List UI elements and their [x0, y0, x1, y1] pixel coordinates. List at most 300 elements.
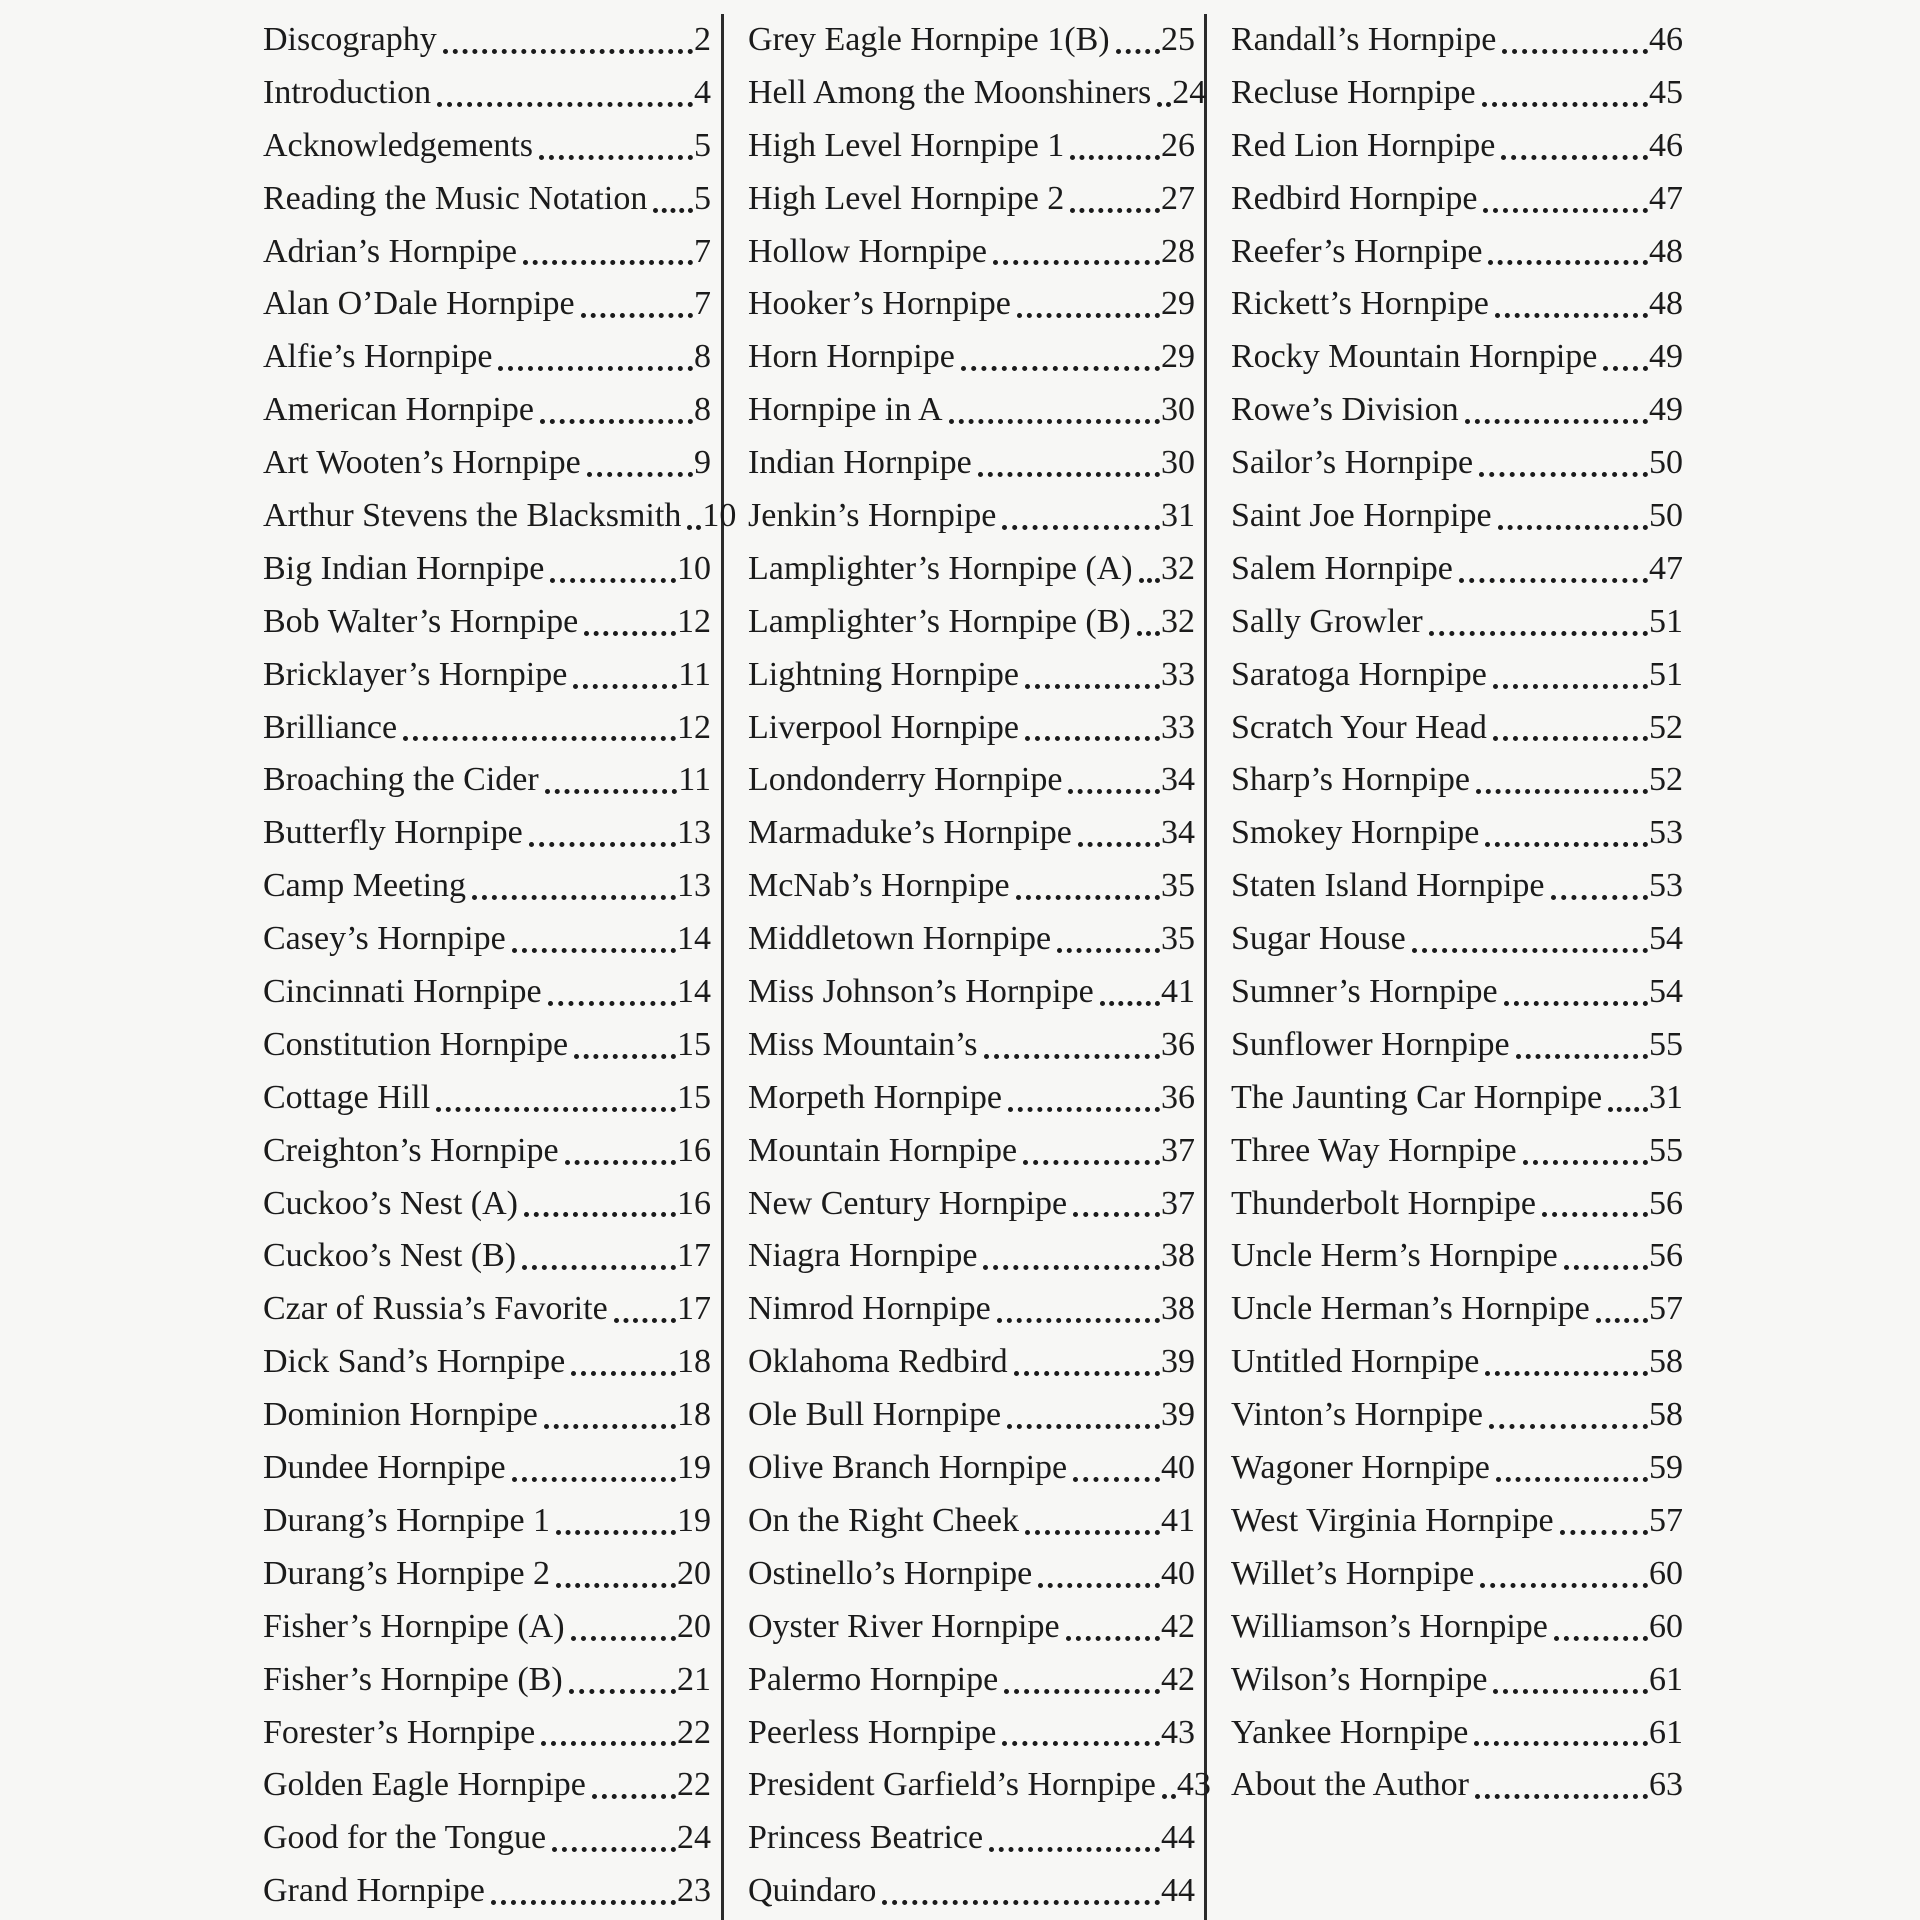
toc-entry-page: 39 — [1161, 1343, 1195, 1381]
toc-entry-page: 14 — [677, 973, 711, 1011]
dot-leader — [1002, 490, 1160, 530]
toc-entry-page: 52 — [1649, 708, 1683, 746]
toc-entry — [263, 173, 711, 226]
toc-entry — [263, 1654, 711, 1707]
toc-entry-title: The Jaunting Car Hornpipe — [1231, 1078, 1603, 1116]
toc-entry-title: Three Way Hornpipe — [1231, 1131, 1517, 1169]
toc-entry-page: 15 — [677, 1025, 711, 1063]
dot-leader — [1504, 966, 1648, 1006]
toc-entry-page: 50 — [1649, 497, 1683, 535]
toc-entry-title: Lamplighter’s Hornpipe (A) — [748, 549, 1133, 587]
column-divider-2 — [1204, 14, 1207, 1920]
dot-leader — [1078, 807, 1160, 847]
toc-entry-page: 13 — [677, 814, 711, 852]
toc-entry-title: Hooker’s Hornpipe — [748, 285, 1011, 323]
dot-leader — [1482, 67, 1648, 107]
dot-leader — [545, 754, 678, 794]
toc-entry — [1231, 1125, 1683, 1178]
toc-entry-title: Durang’s Hornpipe 1 — [263, 1501, 551, 1539]
toc-entry — [748, 490, 1195, 543]
toc-entry-title: American Hornpipe — [263, 391, 534, 429]
toc-entry-page: 4 — [694, 73, 711, 111]
toc-entry — [748, 1178, 1195, 1231]
toc-entry-page: 18 — [677, 1396, 711, 1434]
toc-entry-title: High Level Hornpipe 1 — [748, 126, 1065, 164]
dot-leader — [1070, 173, 1160, 213]
toc-entry — [263, 1019, 711, 1072]
toc-entry-page: 40 — [1161, 1449, 1195, 1487]
toc-entry-page: 11 — [678, 761, 711, 799]
dot-leader — [1554, 1601, 1648, 1641]
toc-entry-page: 48 — [1649, 285, 1683, 323]
toc-entry — [1231, 331, 1683, 384]
dot-leader — [403, 702, 676, 742]
toc-entry-title: Sunflower Hornpipe — [1231, 1025, 1510, 1063]
dot-leader — [581, 278, 693, 318]
toc-entry-page: 49 — [1649, 391, 1683, 429]
toc-entry — [263, 1230, 711, 1283]
toc-entry — [748, 1548, 1195, 1601]
dot-leader — [1157, 67, 1171, 107]
toc-entry — [263, 1389, 711, 1442]
dot-leader — [436, 1072, 676, 1112]
toc-entry-title: Lamplighter’s Hornpipe (B) — [748, 602, 1131, 640]
toc-entry-page: 48 — [1649, 232, 1683, 270]
toc-entry-title: Reefer’s Hornpipe — [1231, 232, 1483, 270]
toc-entry-page: 15 — [677, 1078, 711, 1116]
toc-entry — [748, 331, 1195, 384]
toc-entry — [1231, 1707, 1683, 1760]
toc-entry-page: 38 — [1161, 1237, 1195, 1275]
toc-entry-title: Dominion Hornpipe — [263, 1396, 538, 1434]
toc-entry-title: Sugar House — [1231, 920, 1406, 958]
toc-entry-title: Thunderbolt Hornpipe — [1231, 1184, 1536, 1222]
toc-entry-page: 28 — [1161, 232, 1195, 270]
toc-entry — [263, 1812, 711, 1865]
toc-entry — [748, 1495, 1195, 1548]
toc-entry-page: 44 — [1161, 1872, 1195, 1910]
toc-entry — [1231, 1759, 1683, 1812]
toc-entry-title: Arthur Stevens the Blacksmith — [263, 497, 682, 535]
dot-leader — [1137, 596, 1160, 636]
toc-entry-title: Sailor’s Hornpipe — [1231, 444, 1474, 482]
toc-entry-page: 50 — [1649, 444, 1683, 482]
dot-leader — [1596, 1283, 1648, 1323]
toc-entry — [748, 120, 1195, 173]
toc-entry-page: 30 — [1161, 444, 1195, 482]
toc-entry-title: About the Author — [1231, 1766, 1469, 1804]
toc-entry-page: 51 — [1649, 602, 1683, 640]
toc-entry-page: 32 — [1161, 602, 1195, 640]
toc-entry — [748, 437, 1195, 490]
toc-entry — [1231, 14, 1683, 67]
toc-entry-page: 32 — [1161, 549, 1195, 587]
dot-leader — [1057, 913, 1160, 953]
toc-entry — [263, 1865, 711, 1918]
dot-leader — [1162, 1759, 1176, 1799]
toc-entry-title: Cuckoo’s Nest (A) — [263, 1184, 518, 1222]
toc-entry-page: 47 — [1649, 179, 1683, 217]
toc-entry — [748, 702, 1195, 755]
toc-entry-page: 44 — [1161, 1819, 1195, 1857]
toc-entry — [1231, 1654, 1683, 1707]
dot-leader — [1483, 173, 1648, 213]
toc-entry — [748, 384, 1195, 437]
dot-leader — [1502, 14, 1648, 54]
toc-entry — [1231, 649, 1683, 702]
toc-entry-title: Hornpipe in A — [748, 391, 943, 429]
toc-entry-page: 33 — [1161, 708, 1195, 746]
toc-entry-page: 12 — [677, 602, 711, 640]
toc-entry-title: Olive Branch Hornpipe — [748, 1449, 1068, 1487]
toc-entry — [748, 1019, 1195, 1072]
toc-entry-title: Ole Bull Hornpipe — [748, 1396, 1002, 1434]
dot-leader — [584, 596, 676, 636]
toc-entry-page: 59 — [1649, 1449, 1683, 1487]
toc-entry-title: Rickett’s Hornpipe — [1231, 285, 1489, 323]
toc-entry-title: Rowe’s Division — [1231, 391, 1459, 429]
toc-entry — [1231, 1178, 1683, 1231]
toc-entry — [263, 1336, 711, 1389]
toc-entry — [748, 1654, 1195, 1707]
toc-entry — [1231, 1601, 1683, 1654]
toc-entry-page: 38 — [1161, 1290, 1195, 1328]
toc-entry-title: Golden Eagle Hornpipe — [263, 1766, 586, 1804]
dot-leader — [491, 1865, 676, 1905]
toc-entry-page: 47 — [1649, 549, 1683, 587]
toc-entry — [748, 1336, 1195, 1389]
toc-entry — [263, 437, 711, 490]
dot-leader — [1551, 860, 1649, 900]
dot-leader — [1501, 120, 1648, 160]
dot-leader — [1474, 1707, 1648, 1747]
dot-leader — [997, 1283, 1160, 1323]
dot-leader — [1485, 807, 1648, 847]
toc-entry-title: Untitled Hornpipe — [1231, 1343, 1480, 1381]
toc-entry-page: 49 — [1649, 338, 1683, 376]
toc-entry-title: Rocky Mountain Hornpipe — [1231, 338, 1598, 376]
toc-entry-title: Dick Sand’s Hornpipe — [263, 1343, 566, 1381]
toc-entry-page: 26 — [1161, 126, 1195, 164]
dot-leader — [1068, 754, 1160, 794]
toc-entry-page: 20 — [677, 1554, 711, 1592]
toc-entry-title: Peerless Hornpipe — [748, 1713, 997, 1751]
toc-entry-page: 55 — [1649, 1131, 1683, 1169]
toc-entry — [1231, 120, 1683, 173]
toc-entry-page: 31 — [1161, 497, 1195, 535]
toc-entry — [263, 1601, 711, 1654]
dot-leader — [1116, 14, 1160, 54]
toc-entry-page: 34 — [1161, 761, 1195, 799]
toc-entry — [748, 1072, 1195, 1125]
toc-entry-page: 9 — [694, 444, 711, 482]
toc-entry — [1231, 543, 1683, 596]
toc-entry — [748, 1759, 1211, 1812]
dot-leader — [1479, 437, 1648, 477]
toc-entry — [263, 1707, 711, 1760]
toc-entry-title: Oklahoma Redbird — [748, 1343, 1008, 1381]
toc-entry-title: Nimrod Hornpipe — [748, 1290, 991, 1328]
toc-entry — [748, 1601, 1195, 1654]
toc-entry-title: Adrian’s Hornpipe — [263, 232, 518, 270]
toc-entry-page: 42 — [1161, 1607, 1195, 1645]
dot-leader — [587, 437, 693, 477]
toc-entry — [1231, 1389, 1683, 1442]
dot-leader — [989, 1812, 1160, 1852]
toc-entry-page: 57 — [1649, 1501, 1683, 1539]
toc-entry-title: Introduction — [263, 73, 432, 111]
toc-entry-title: Morpeth Hornpipe — [748, 1078, 1003, 1116]
dot-leader — [1476, 754, 1648, 794]
toc-entry — [263, 807, 711, 860]
toc-entry — [1231, 913, 1683, 966]
dot-leader — [1100, 966, 1160, 1006]
toc-entry-page: 53 — [1649, 867, 1683, 905]
toc-entry — [263, 1759, 711, 1812]
toc-entry — [748, 860, 1195, 913]
toc-entry-title: High Level Hornpipe 2 — [748, 179, 1065, 217]
toc-entry — [748, 1442, 1195, 1495]
toc-entry — [263, 702, 711, 755]
toc-entry — [748, 173, 1195, 226]
toc-entry-title: Lightning Hornpipe — [748, 655, 1020, 693]
toc-entry-title: On the Right Cheek — [748, 1501, 1020, 1539]
toc-entry — [263, 14, 711, 67]
dot-leader — [1488, 226, 1648, 266]
dot-leader — [1560, 1495, 1648, 1535]
toc-entry — [748, 1125, 1195, 1178]
toc-entry-page: 16 — [677, 1184, 711, 1222]
dot-leader — [1475, 1759, 1648, 1799]
toc-entry — [263, 1442, 711, 1495]
toc-entry — [263, 596, 711, 649]
dot-leader — [993, 226, 1160, 266]
toc-entry-title: Forester’s Hornpipe — [263, 1713, 536, 1751]
toc-entry — [748, 807, 1195, 860]
toc-entry-page: 14 — [677, 920, 711, 958]
toc-entry — [1231, 1283, 1683, 1336]
dot-leader — [569, 1654, 676, 1694]
toc-entry-title: Willet’s Hornpipe — [1231, 1554, 1475, 1592]
toc-entry-page: 18 — [677, 1343, 711, 1381]
toc-entry-title: West Virginia Hornpipe — [1231, 1501, 1554, 1539]
toc-entry-title: Randall’s Hornpipe — [1231, 21, 1497, 58]
toc-entry-title: Sumner’s Hornpipe — [1231, 973, 1498, 1011]
toc-entry-page: 53 — [1649, 814, 1683, 852]
dot-leader — [1139, 543, 1160, 583]
toc-entry — [263, 860, 711, 913]
toc-entry-page: 10 — [677, 549, 711, 587]
toc-entry-page: 42 — [1161, 1660, 1195, 1698]
toc-entry — [263, 331, 711, 384]
dot-leader — [1459, 543, 1648, 583]
toc-entry — [1231, 754, 1683, 807]
toc-entry — [1231, 490, 1683, 543]
dot-leader — [512, 913, 676, 953]
toc-entry-page: 57 — [1649, 1290, 1683, 1328]
dot-leader — [1004, 1654, 1160, 1694]
toc-entry-title: Big Indian Hornpipe — [263, 549, 545, 587]
toc-entry — [263, 966, 711, 1019]
toc-entry-page: 11 — [678, 655, 711, 693]
dot-leader — [550, 543, 676, 583]
toc-entry-title: Uncle Herman’s Hornpipe — [1231, 1290, 1590, 1328]
toc-entry-title: Bricklayer’s Hornpipe — [263, 655, 568, 693]
toc-entry — [263, 384, 711, 437]
toc-entry-title: Salem Hornpipe — [1231, 549, 1453, 587]
dot-leader — [1542, 1178, 1648, 1218]
toc-entry-title: Smokey Hornpipe — [1231, 814, 1480, 852]
toc-entry-title: Grey Eagle Hornpipe 1(B) — [748, 21, 1110, 58]
toc-entry-page: 21 — [677, 1660, 711, 1698]
dot-leader — [1070, 120, 1160, 160]
dot-leader — [1002, 1707, 1160, 1747]
toc-entry — [1231, 1019, 1683, 1072]
toc-entry — [1231, 67, 1683, 120]
toc-entry-page: 30 — [1161, 391, 1195, 429]
dot-leader — [1480, 1548, 1648, 1588]
dot-leader — [472, 860, 676, 900]
toc-entry-page: 7 — [694, 285, 711, 323]
toc-entry-title: Cincinnati Hornpipe — [263, 973, 542, 1011]
toc-entry — [263, 1548, 711, 1601]
toc-entry-title: Brilliance — [263, 708, 398, 746]
toc-entry — [1231, 437, 1683, 490]
toc-entry-page: 16 — [677, 1131, 711, 1169]
toc-entry-title: Hell Among the Moonshiners — [748, 73, 1152, 111]
toc-entry-title: Reading the Music Notation — [263, 179, 648, 217]
toc-entry — [748, 966, 1195, 1019]
dot-leader — [1564, 1230, 1648, 1270]
toc-column-3 — [1231, 14, 1683, 1812]
toc-entry-page: 12 — [677, 708, 711, 746]
toc-entry-page: 41 — [1161, 973, 1195, 1011]
toc-entry-page: 13 — [677, 867, 711, 905]
toc-column-1 — [263, 14, 737, 1918]
toc-entry-title: Grand Hornpipe — [263, 1872, 485, 1910]
dot-leader — [1025, 649, 1160, 689]
dot-leader — [1016, 860, 1160, 900]
toc-entry — [748, 1230, 1195, 1283]
dot-leader — [571, 1336, 676, 1376]
toc-entry — [748, 596, 1195, 649]
dot-leader — [1017, 278, 1160, 318]
toc-entry-page: 27 — [1161, 179, 1195, 217]
toc-entry-page: 24 — [677, 1819, 711, 1857]
dot-leader — [544, 1389, 676, 1429]
dot-leader — [1493, 649, 1648, 689]
toc-entry-page: 25 — [1161, 21, 1195, 58]
toc-entry-title: Camp Meeting — [263, 867, 467, 905]
toc-entry-page: 39 — [1161, 1396, 1195, 1434]
toc-entry-page: 22 — [677, 1766, 711, 1804]
toc-entry-title: Cuckoo’s Nest (B) — [263, 1237, 517, 1275]
toc-entry-title: Hollow Hornpipe — [748, 232, 987, 270]
dot-leader — [512, 1442, 676, 1482]
dot-leader — [1038, 1548, 1160, 1588]
toc-entry-page: 55 — [1649, 1025, 1683, 1063]
dot-leader — [541, 1707, 676, 1747]
dot-leader — [1496, 1442, 1648, 1482]
toc-entry — [263, 226, 711, 279]
toc-entry — [263, 1072, 711, 1125]
toc-entry-page: 63 — [1649, 1766, 1683, 1804]
toc-entry-page: 37 — [1161, 1184, 1195, 1222]
dot-leader — [556, 1495, 676, 1535]
toc-entry-title: Recluse Hornpipe — [1231, 73, 1476, 111]
toc-entry-title: Horn Hornpipe — [748, 338, 955, 376]
toc-entry — [1231, 1548, 1683, 1601]
toc-entry — [263, 490, 737, 543]
toc-entry-title: Wilson’s Hornpipe — [1231, 1660, 1488, 1698]
toc-entry-title: Quindaro — [748, 1872, 877, 1910]
dot-leader — [571, 1601, 676, 1641]
dot-leader — [539, 120, 693, 160]
toc-entry-page: 8 — [694, 338, 711, 376]
toc-entry-title: Constitution Hornpipe — [263, 1025, 569, 1063]
toc-entry-title: Oyster River Hornpipe — [748, 1607, 1060, 1645]
dot-leader — [574, 1019, 676, 1059]
toc-entry-page: 17 — [677, 1237, 711, 1275]
toc-entry-title: Sally Growler — [1231, 602, 1423, 640]
toc-entry-title: Mountain Hornpipe — [748, 1131, 1018, 1169]
toc-entry-page: 23 — [677, 1872, 711, 1910]
dot-leader — [592, 1759, 676, 1799]
toc-entry-page: 46 — [1649, 126, 1683, 164]
toc-entry-page: 36 — [1161, 1025, 1195, 1063]
toc-entry-page: 33 — [1161, 655, 1195, 693]
dot-leader — [1073, 1442, 1160, 1482]
toc-entry-title: New Century Hornpipe — [748, 1184, 1068, 1222]
toc-entry-page: 31 — [1649, 1078, 1683, 1116]
toc-entry-title: Red Lion Hornpipe — [1231, 126, 1496, 164]
toc-entry-page: 45 — [1649, 73, 1683, 111]
toc-entry-page: 2 — [694, 21, 711, 58]
dot-leader — [1603, 331, 1648, 371]
toc-entry-title: Uncle Herm’s Hornpipe — [1231, 1237, 1558, 1275]
toc-entry — [748, 14, 1195, 67]
toc-entry-title: Casey’s Hornpipe — [263, 920, 506, 958]
dot-leader — [961, 331, 1160, 371]
toc-entry-page: 7 — [694, 232, 711, 270]
toc-entry — [263, 1283, 711, 1336]
toc-entry-title: Discography — [263, 21, 437, 58]
toc-entry-title: Wagoner Hornpipe — [1231, 1449, 1490, 1487]
dot-leader — [1465, 384, 1648, 424]
toc-entry-page: 61 — [1649, 1660, 1683, 1698]
toc-entry-title: Alan O’Dale Hornpipe — [263, 285, 575, 323]
toc-entry — [263, 278, 711, 331]
dot-leader — [1493, 702, 1648, 742]
dot-leader — [524, 1178, 676, 1218]
toc-entry-title: Durang’s Hornpipe 2 — [263, 1554, 551, 1592]
toc-entry-title: Ostinello’s Hornpipe — [748, 1554, 1033, 1592]
toc-entry-title: Scratch Your Head — [1231, 708, 1487, 746]
toc-entry — [263, 1495, 711, 1548]
dot-leader — [1412, 913, 1648, 953]
toc-entry-title: Middletown Hornpipe — [748, 920, 1052, 958]
toc-entry-page: 58 — [1649, 1343, 1683, 1381]
toc-entry-title: Redbird Hornpipe — [1231, 179, 1478, 217]
toc-entry-page: 46 — [1649, 21, 1683, 58]
toc-entry-page: 43 — [1161, 1713, 1195, 1751]
dot-leader — [498, 331, 693, 371]
toc-entry-page: 19 — [677, 1449, 711, 1487]
toc-entry-page: 10 — [702, 497, 737, 535]
toc-entry — [748, 1389, 1195, 1442]
toc-entry — [1231, 1336, 1683, 1389]
toc-entry — [748, 754, 1195, 807]
